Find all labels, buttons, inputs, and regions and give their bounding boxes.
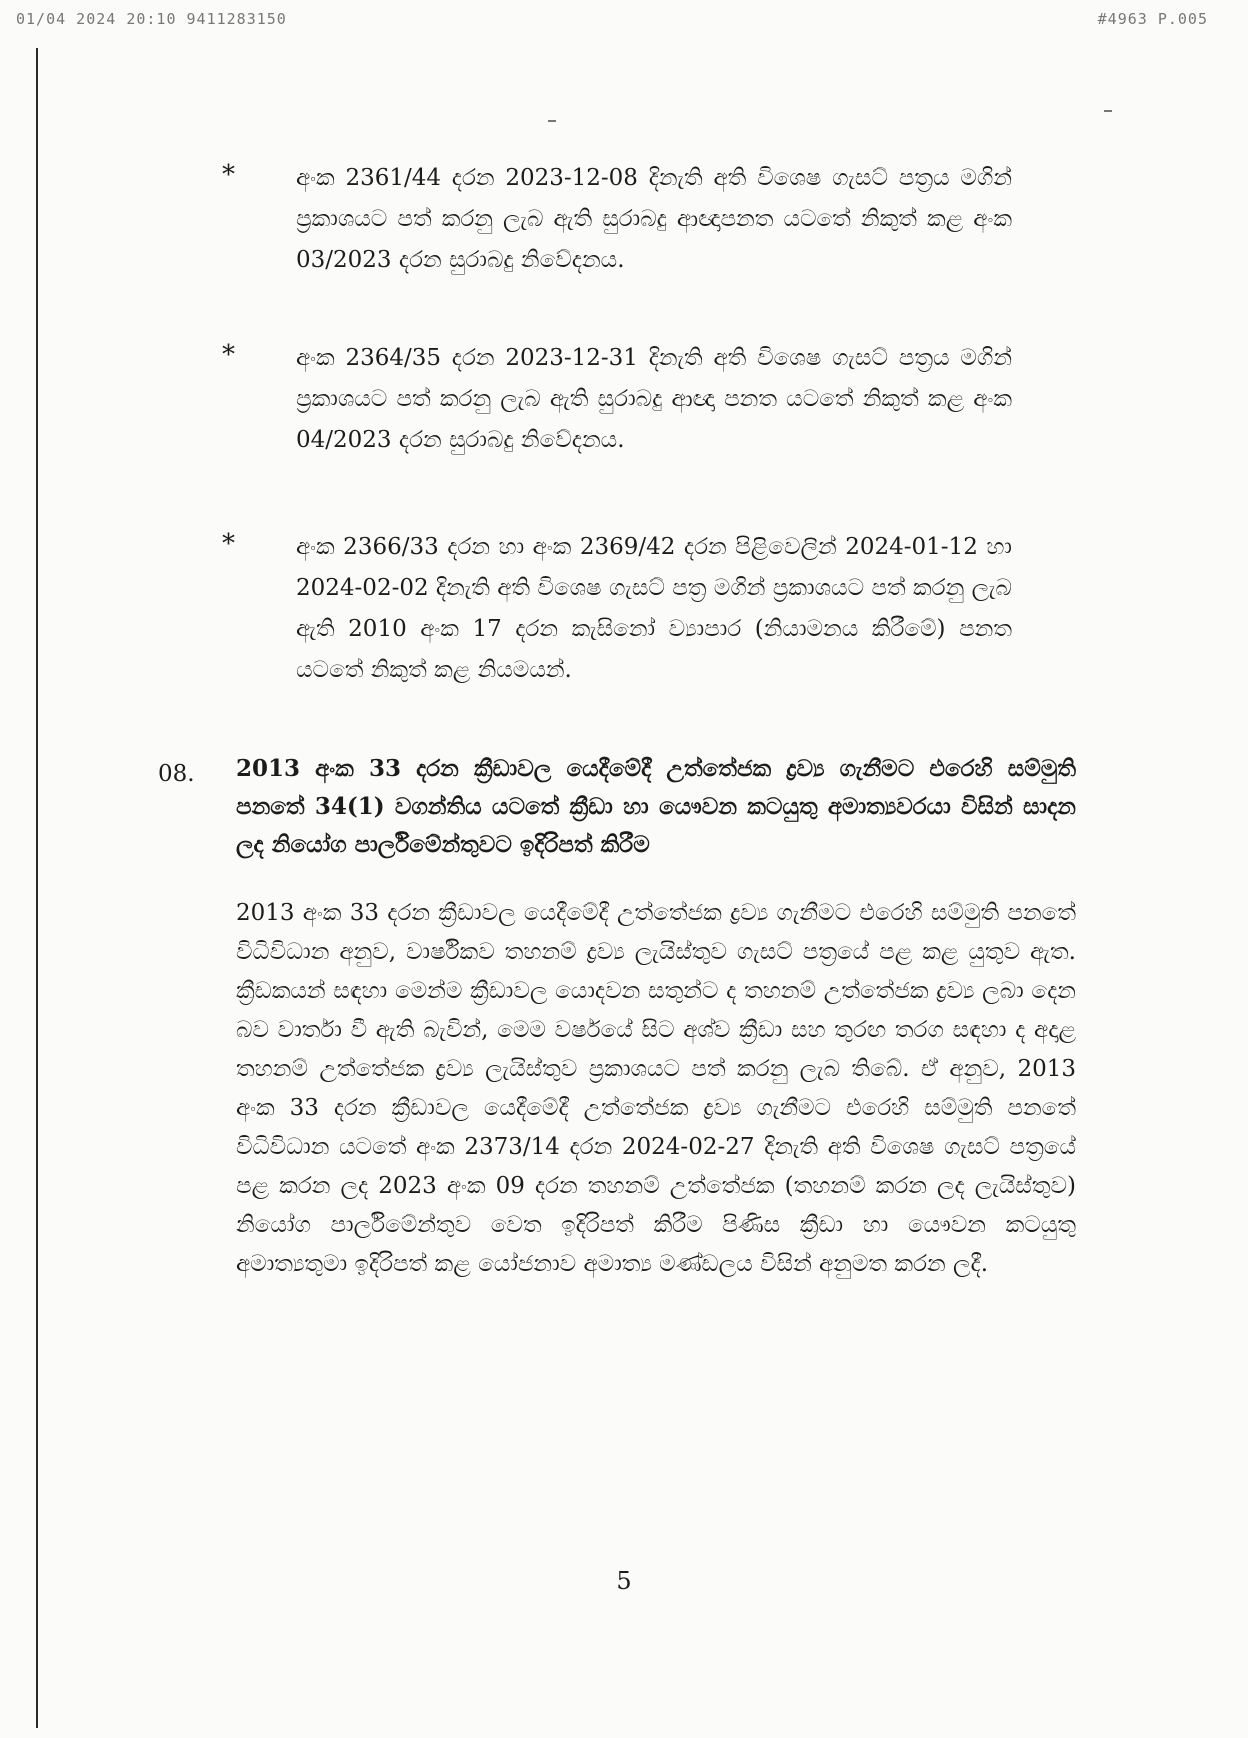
bullet-text: අංක 2361/44 දරන 2023-12-08 දිනැති අති විශෙෂ ගැසට් පත්‍රය මගින් ප්‍රකාශයට පත් කරනු ලැබ ඇති සුරාබදු ආඥාපනත යටතේ නිකුත් කළ අංක 03/2023 දරන සුරාබදු නිවේදනය. — [296, 165, 1012, 273]
bullet-text: අංක 2364/35 දරන 2023-12-31 දිනැති අති විශෙෂ ගැසට් පත්‍රය මගින් ප්‍රකාශයට පත් කරනු ලැබ ඇති සුරාබදු ආඥා පනත යටතේ නිකුත් කළ අංක 04/2023 දරන සුරාබදු නිවේදනය. — [296, 345, 1012, 453]
bullet-marker: * — [222, 529, 235, 559]
fax-page-ref: #4963 P.005 — [1097, 10, 1208, 28]
section-heading: 2013 අංක 33 දරන ක්‍රීඩාවල යෙදීමේදී උත්තේජක ද්‍රව්‍ය ගැනීමට එරෙහි සම්මුති පනතේ 34(1) වගන්තිය යටතේ ක්‍රීඩා හා යෞවන කටයුතු අමාත්‍යවරයා විසින් සාදන ලද නියෝග පාර්ලිමේන්තුවට ඉදිරිපත් කිරීම — [236, 755, 1076, 858]
bullet-item — [222, 158, 1012, 281]
fax-header — [16, 10, 1208, 32]
bullet-item — [222, 338, 1012, 461]
page-number: 5 — [616, 1567, 632, 1595]
scan-speck — [1104, 110, 1112, 112]
margin-line — [36, 48, 38, 1728]
bullet-item — [222, 527, 1012, 691]
scan-speck — [548, 120, 556, 122]
section-number: 08. — [158, 761, 195, 787]
bullet-marker: * — [222, 160, 235, 190]
fax-timestamp: 01/04 2024 20:10 9411283150 — [16, 10, 287, 28]
bullet-marker: * — [222, 340, 235, 370]
section-body: 2013 අංක 33 දරන ක්‍රීඩාවල යෙදීමේදී උත්තේජක ද්‍රව්‍ය ගැනීමට එරෙහි සම්මුති පනතේ විධිවිධාන අනුව, වාර්ෂිකව තහනම් ද්‍රව්‍ය ලැයිස්තුව ගැසට් පත්‍රයේ පළ කළ යුතුව ඇත. ක්‍රීඩකයන් සඳහා මෙන්ම ක්‍රීඩාවල යොදවන සතුන්ට ද තහනම් උත්තේජක ද්‍රව්‍ය ලබා දෙන බව වාර්තා වී ඇති බැවින්, මෙම වර්ෂයේ සිට අශ්ව ක්‍රීඩා සහ තුරඟ තරග සඳහා ද අදාළ තහනම් උත්තේජක ද්‍රව්‍ය ලැයිස්තුව ප්‍රකාශයට පත් කරනු ලැබ තිබේ. ඒ අනුව, 2013 අංක 33 දරන ක්‍රීඩාවල යෙදීමේදී උත්තේජක ද්‍රව්‍ය ගැනීමට එරෙහි සම්මුති පනතේ විධිවිධාන යටතේ අංක 2373/14 දරන 2024-02-27 දිනැති අති විශෙෂ ගැසට් පත්‍රයේ පළ කරන ලද 2023 අංක 09 දරන තහනම් උත්තේජක (තහනම් කරන ලද ලැයිස්තුව) නියෝග පාර්ලිමේන්තුව වෙත ඉදිරිපත් කිරීම පිණිස ක්‍රීඩා හා යෞවන කටයුතු අමාත්‍යතුමා ඉදිරිපත් කළ යෝජනාව අමාත්‍ය මණ්ඩලය විසින් අනුමත කරන ලදී. — [236, 900, 1076, 1277]
bullet-text: අංක 2366/33 දරන හා අංක 2369/42 දරන පිළිවෙලින් 2024-01-12 හා 2024-02-02 දිනැති අති විශෙෂ ගැසට් පත්‍ර මගින් ප්‍රකාශයට පත් කරනු ලැබ ඇති 2010 අංක 17 දරන කැසිනෝ ව්‍යාපාර (නියාමනය කිරීමේ) පනත යටතේ නිකුත් කළ නියමයන්. — [296, 534, 1012, 683]
